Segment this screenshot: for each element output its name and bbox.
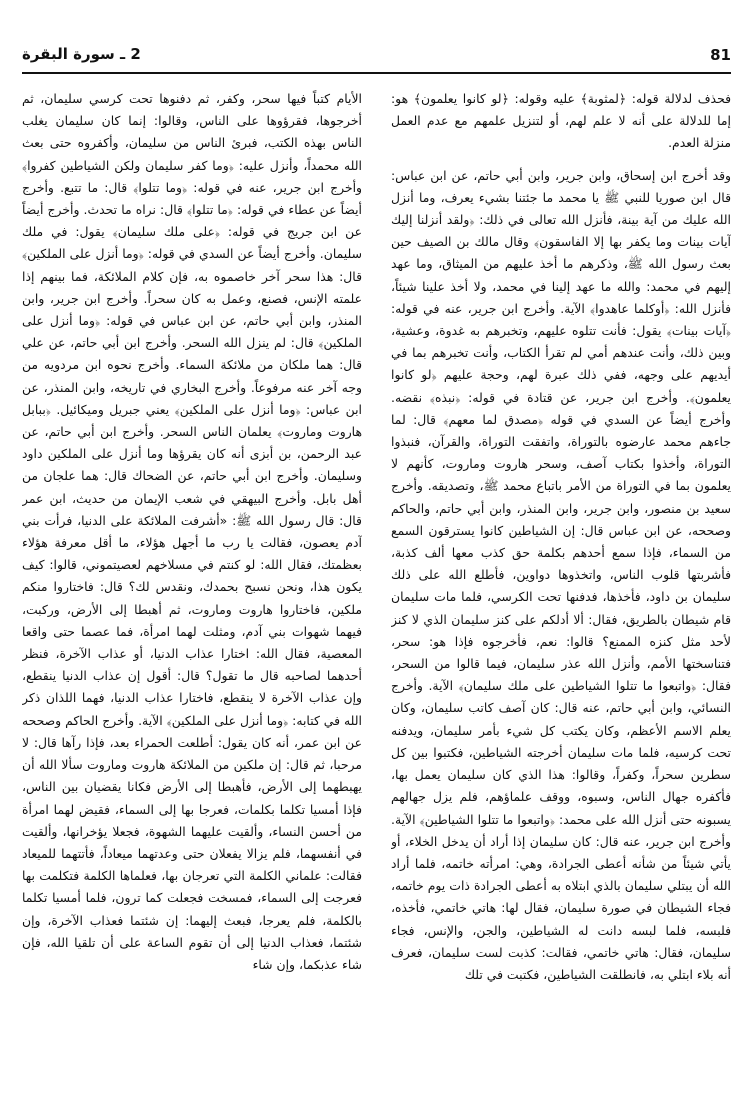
page-header bbox=[22, 42, 731, 72]
left-column bbox=[22, 88, 362, 1098]
surah-title: 2 ـ سورة البقرة bbox=[22, 45, 141, 63]
paragraph: الأيام كتباً فيها سحر، وكفر، ثم دفنوها تحت كرسي سليمان، ثم أخرجوها، فقرؤوها على الناس، وقالوا: إنما كان سليمان يغلب الناس بهذه الكتب، فبرئ الناس من سليمان، وأكفروه حتى بعث الله محمداً، وأنزل عليه: ﴿وما كفر سليمان ولكن الشياطين كفروا﴾ وأخرج ابن جرير، عنه في قوله: ﴿وما تتلوا﴾ قال: ما تتبع. وأخرج أيضاً عن عطاء في قوله: ﴿ما تتلوا﴾ قال: نراه ما تحدث. وأخرج أيضاً عن ابن جريج في قوله: ﴿على ملك سليمان﴾ يقول: في ملك سليمان. وأخرج أيضاً عن السدي في قوله: ﴿وما أنزل على الملكين﴾ قال: هذا سحر آخر خاصموه به، فإن كلام الملائكة، فما بينهم إذا علمته الإنس، فصنع، وعمل به كان سحراً. وأخرج ابن جرير، وابن المنذر، وابن أبي حاتم، عن ابن عباس في قوله: ﴿وما أنزل على الملكين﴾ قال: لم ينزل الله السحر. وأخرج ابن أبي حاتم، عن علي قال: هما ملكان من ملائكة السماء. وأخرج نحوه ابن مردويه من وجه آخر عنه مرفوعاً. وأخرج البخاري في تاريخه، وابن المنذر، عن ابن عباس: ﴿وما أنزل على الملكين﴾ يعني جبريل وميكائيل. ﴿ببابل هاروت وماروت﴾ يعلمان الناس السحر. وأخرج ابن أبي حاتم، عن عبد الرحمن، بن أبزى أنه كان يقرؤها وما أنزل على الملكين داود وسليمان. وأخرج ابن أبي حاتم، عن الضحاك قال: هما علجان من أهل بابل. وأخرج البيهقي في شعب الإيمان من حديث، ابن عمر قال: قال رسول الله ﷺ: «أشرفت الملائكة على الدنيا، فرأت بني آدم يعصون، فقالت يا رب ما أجهل هؤلاء، ما أقل معرفة هؤلاء بعظمتك، فقال الله: لو كنتم في مسلاخهم لعصيتموني، قالوا: كيف يكون هذا، ونحن نسبح بحمدك، ونقدس لك؟ قال: فاختاروا منكم ملكين، فاختاروا هاروت وماروت، ثم أهبطا إلى الأرض، وركبت، فيهما شهوات بني آدم، ومثلت لهما امرأة، فما عصما حتى واقعا المعصية، فقال الله: اختارا عذاب الدنيا، أو عذاب الآخرة، فنظر أحدهما لصاحبه قال ما تقول؟ قال: أقول إن عذاب الدنيا ينقطع، وإن عذاب الآخرة لا ينقطع، فاختارا عذاب الدنيا، فهما اللذان ذكر الله في كتابه: ﴿وما أنزل على الملكين﴾ الآية. وأخرج الحاكم وصححه عن ابن عمر، أنه كان يقول: أطلعت الحمراء بعد، فإذا رآها قال: لا مرحبا، ثم قال: إن ملكين من الملائكة هاروت وماروت سألا الله أن يهبطهما إلى الأرض، فأهبطا إلى الأرض فكانا يقضيان بين الناس، فإذا أمسيا تكلما بكلمات، فعرجا بها إلى السماء، فقيض لهما امرأة من أحسن النساء، وألقيت عليهما الشهوة، فجعلا يؤخرانها، وألقيت في أنفسهما، فلم يزالا يفعلان حتى وعدتهما ميعاداً، فأتتهما للميعاد فقالت: علماني الكلمة التي تعرجان بها، فعلماها الكلمة فتكلمت بها فعرجت إلى السماء، فمسخت فجعلت كما ترون، فلما أمسيا تكلما بالكلمة، فلم يعرجا، فبعث إليهما: إن شئتما فعذاب الآخرة، وإن شئتما، فعذاب الدنيا إلى أن تقوم الساعة على أن تلقيا الله، فإن شاء عذبكما، وإن شاء bbox=[22, 91, 362, 972]
page-number: 81 bbox=[710, 46, 731, 64]
right-column bbox=[391, 88, 731, 1098]
paragraph: فحذف لدلالة قوله: ﴿لمثوبة﴾ عليه وقوله: ﴿لو كانوا يعلمون﴾ هو: إما للدلالة على أنه لا علم لهم، أو لتنزيل علمهم مع عدم العمل منزلة العدم. bbox=[391, 91, 731, 151]
paragraph: وقد أخرج ابن إسحاق، وابن جرير، وابن أبي حاتم، عن ابن عباس: قال ابن صوريا للنبي ﷺ يا محمد ما جئتنا بشيء يعرف، وما أنزل الله عليك من آية بينة، فأنزل الله تعالى في ذلك: ﴿ولقد أنزلنا إليك آيات بينات وما يكفر بها إلا الفاسقون﴾ وقال مالك بن الصيف حين بعث رسول الله ﷺ، وذكرهم ما أخذ عليهم من الميثاق، وما عهد إليهم في محمد: والله ما عهد إلينا في محمد، ولا أخذ علينا شيئاً، فأنزل الله: ﴿أوكلما عاهدوا﴾ الآية. وأخرج ابن جرير، عنه في قوله: ﴿آيات بينات﴾ يقول: فأنت تتلوه عليهم، وتخبرهم به غدوة، وعشية، وبين ذلك، وأنت عندهم أمي لم تقرأ الكتاب، وأنت تخبرهم بما في أيديهم على وجهه، ففي ذلك عبرة لهم، وحجة عليهم ﴿لو كانوا يعلمون﴾. وأخرج ابن جرير، عن قتادة في قوله: ﴿نبذه﴾ نقضه. وأخرج أيضاً عن السدي في قوله ﴿مصدق لما معهم﴾ قال: لما جاءهم محمد عارضوه بالتوراة، واتفقت التوراة، والقرآن، فنبذوا التوراة، وأخذوا بكتاب آصف، وسحر هاروت وماروت، كأنهم لا يعلمون بما في التوراة من الأمر باتباع محمد ﷺ، وتصديقه. وأخرج سعيد بن منصور، وابن جرير، وابن المنذر، وابن أبي حاتم، والحاكم وصححه، عن ابن عباس قال: إن الشياطين كانوا يسترقون السمع من السماء، فإذا سمع أحدهم بكلمة حق كذب معها ألف كذبة، فأشربتها قلوب الناس، واتخذوها دواوين، فأطلع الله على ذلك سليمان بن داود، فأخذها، فدفنها تحت الكرسي، فلما مات سليمان قام شيطان بالطريق، فقال: ألا أدلكم على كنز سليمان الذي لا كنز لأحد مثل كنزه الممنع؟ قالوا: نعم، فأخرجوه فإذا هو: سحر، فتناسختها الأمم، وأنزل الله عذر سليمان، فيما قالوا من السحر، فقال: ﴿واتبعوا ما تتلوا الشياطين على ملك سليمان﴾ الآية. وأخرج النسائي، وابن أبي حاتم، عنه قال: كان آصف كاتب سليمان، وكان يعلم الاسم الأعظم، وكان يكتب كل شيء بأمر سليمان، ويدفنه تحت كرسيه، فلما مات سليمان أخرجته الشياطين، فكتبوا بين كل سطرين سحراً، وكفراً، وقالوا: هذا الذي كان سليمان يعمل بها، فأكفره جهال الناس، وسبوه، ووقف علماؤهم، فلم يزل جهالهم يسبونه حتى أنزل الله على محمد: ﴿واتبعوا ما تتلوا الشياطين﴾ الآية. وأخرج ابن جرير، عنه قال: كان سليمان إذا أراد أن يدخل الخلاء، أو يأتي شيئاً من شأنه أعطى الجرادة، وهي: امرأته خاتمه، فلما أراد الله أن يبتلي سليمان بالذي ابتلاه به أعطى الجرادة ذات يوم خاتمه، فجاء الشيطان في صورة سليمان، فقال لها: هاتي خاتمي، فأخذه، فلبسه، فلما لبسه دانت له الشياطين، والجن، والإنس، فجاء سليمان، فقال: هاتي خاتمي، فقالت: كذبت لست سليمان، فعرف أنه بلاء ابتلي به، فانطلقت الشياطين، فكتبت في تلك bbox=[391, 167, 731, 982]
header-rule bbox=[22, 72, 731, 74]
